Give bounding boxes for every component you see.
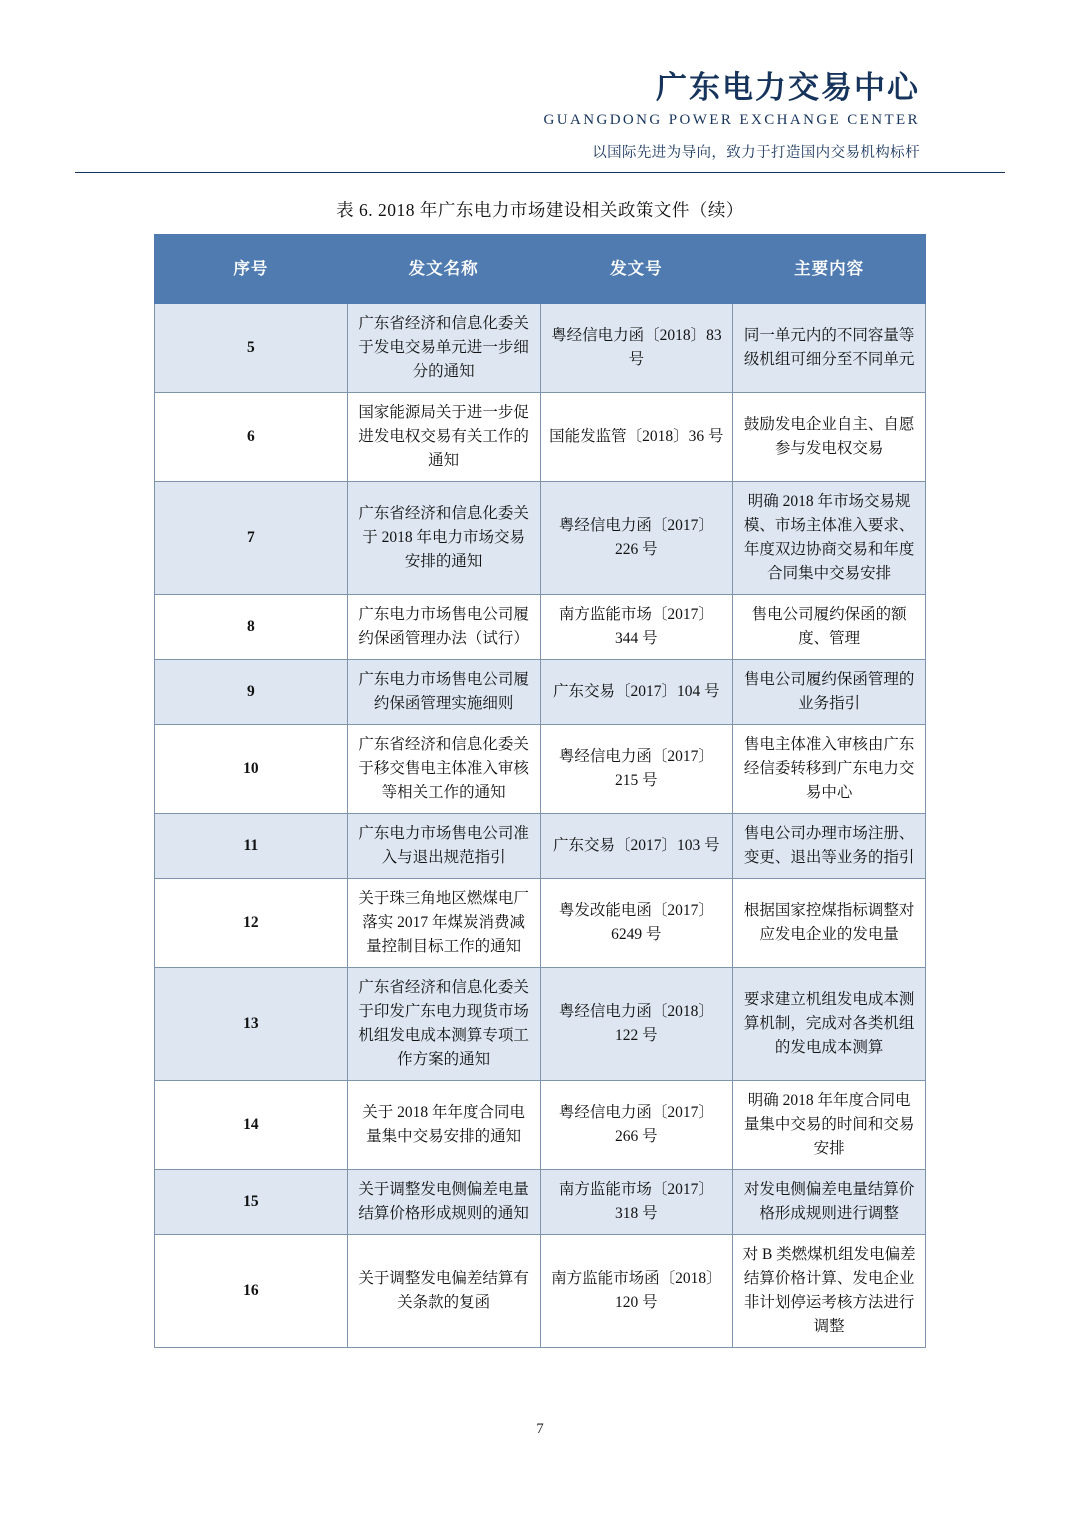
cell-content: 对发电侧偏差电量结算价格形成规则进行调整 (733, 1170, 926, 1235)
organization-name-en: GUANGDONG POWER EXCHANGE CENTER (543, 111, 920, 128)
cell-name: 广东省经济和信息化委关于 2018 年电力市场交易安排的通知 (347, 481, 540, 594)
table-row (155, 967, 926, 1080)
cell-number: 粤经信电力函〔2017〕215 号 (540, 724, 733, 813)
cell-content: 售电公司办理市场注册、变更、退出等业务的指引 (733, 813, 926, 878)
policy-table-container (154, 234, 926, 1349)
cell-no: 15 (155, 1170, 348, 1235)
column-header-name: 发文名称 (347, 234, 540, 303)
cell-content: 售电主体准入审核由广东经信委转移到广东电力交易中心 (733, 724, 926, 813)
cell-name: 广东电力市场售电公司准入与退出规范指引 (347, 813, 540, 878)
cell-no: 5 (155, 303, 348, 392)
cell-no: 10 (155, 724, 348, 813)
table-caption: 表 6. 2018 年广东电力市场建设相关政策文件（续） (336, 199, 744, 220)
table-row (155, 392, 926, 481)
column-header-no: 序号 (155, 234, 348, 303)
cell-name: 广东省经济和信息化委关于移交售电主体准入审核等相关工作的通知 (347, 724, 540, 813)
cell-name: 广东省经济和信息化委关于印发广东电力现货市场机组发电成本测算专项工作方案的通知 (347, 967, 540, 1080)
table-row (155, 1170, 926, 1235)
table-row (155, 481, 926, 594)
cell-content: 售电公司履约保函的额度、管理 (733, 594, 926, 659)
table-row (155, 878, 926, 967)
cell-no: 11 (155, 813, 348, 878)
cell-no: 9 (155, 659, 348, 724)
cell-number: 粤经信电力函〔2018〕122 号 (540, 967, 733, 1080)
cell-number: 南方监能市场〔2017〕344 号 (540, 594, 733, 659)
cell-no: 13 (155, 967, 348, 1080)
organization-slogan: 以国际先进为导向，致力于打造国内交易机构标杆 (592, 144, 920, 161)
cell-name: 广东省经济和信息化委关于发电交易单元进一步细分的通知 (347, 303, 540, 392)
cell-content: 同一单元内的不同容量等级机组可细分至不同单元 (733, 303, 926, 392)
table-row (155, 659, 926, 724)
cell-number: 粤发改能电函〔2017〕6249 号 (540, 878, 733, 967)
cell-content: 要求建立机组发电成本测算机制，完成对各类机组的发电成本测算 (733, 967, 926, 1080)
policy-table (154, 234, 926, 1349)
cell-name: 广东电力市场售电公司履约保函管理实施细则 (347, 659, 540, 724)
table-row (155, 724, 926, 813)
cell-content: 售电公司履约保函管理的业务指引 (733, 659, 926, 724)
cell-content: 根据国家控煤指标调整对应发电企业的发电量 (733, 878, 926, 967)
table-header-row (155, 234, 926, 303)
header-divider (75, 172, 1005, 173)
cell-name: 关于珠三角地区燃煤电厂落实 2017 年煤炭消费减量控制目标工作的通知 (347, 878, 540, 967)
cell-number: 广东交易〔2017〕104 号 (540, 659, 733, 724)
cell-no: 6 (155, 392, 348, 481)
table-row (155, 594, 926, 659)
column-header-content: 主要内容 (733, 234, 926, 303)
cell-number: 粤经信电力函〔2017〕266 号 (540, 1081, 733, 1170)
table-row (155, 813, 926, 878)
cell-no: 7 (155, 481, 348, 594)
organization-name-cn: 广东电力交易中心 (656, 70, 920, 105)
cell-number: 南方监能市场函〔2018〕120 号 (540, 1235, 733, 1348)
table-body (155, 303, 926, 1348)
cell-name: 关于调整发电偏差结算有关条款的复函 (347, 1235, 540, 1348)
cell-no: 16 (155, 1235, 348, 1348)
cell-no: 8 (155, 594, 348, 659)
cell-name: 广东电力市场售电公司履约保函管理办法（试行） (347, 594, 540, 659)
table-row (155, 303, 926, 392)
cell-name: 国家能源局关于进一步促进发电权交易有关工作的通知 (347, 392, 540, 481)
document-header (0, 0, 1080, 162)
cell-no: 12 (155, 878, 348, 967)
cell-number: 粤经信电力函〔2017〕226 号 (540, 481, 733, 594)
table-row (155, 1081, 926, 1170)
cell-number: 南方监能市场〔2017〕318 号 (540, 1170, 733, 1235)
cell-content: 明确 2018 年年度合同电量集中交易的时间和交易安排 (733, 1081, 926, 1170)
cell-content: 对 B 类燃煤机组发电偏差结算价格计算、发电企业非计划停运考核方法进行调整 (733, 1235, 926, 1348)
cell-number: 广东交易〔2017〕103 号 (540, 813, 733, 878)
cell-content: 鼓励发电企业自主、自愿参与发电权交易 (733, 392, 926, 481)
cell-content: 明确 2018 年市场交易规模、市场主体准入要求、年度双边协商交易和年度合同集中交易安排 (733, 481, 926, 594)
column-header-number: 发文号 (540, 234, 733, 303)
cell-name: 关于 2018 年年度合同电量集中交易安排的通知 (347, 1081, 540, 1170)
table-row (155, 1235, 926, 1348)
cell-name: 关于调整发电侧偏差电量结算价格形成规则的通知 (347, 1170, 540, 1235)
cell-number: 国能发监管〔2018〕36 号 (540, 392, 733, 481)
cell-no: 14 (155, 1081, 348, 1170)
page-number: 7 (536, 1421, 544, 1437)
cell-number: 粤经信电力函〔2018〕83 号 (540, 303, 733, 392)
